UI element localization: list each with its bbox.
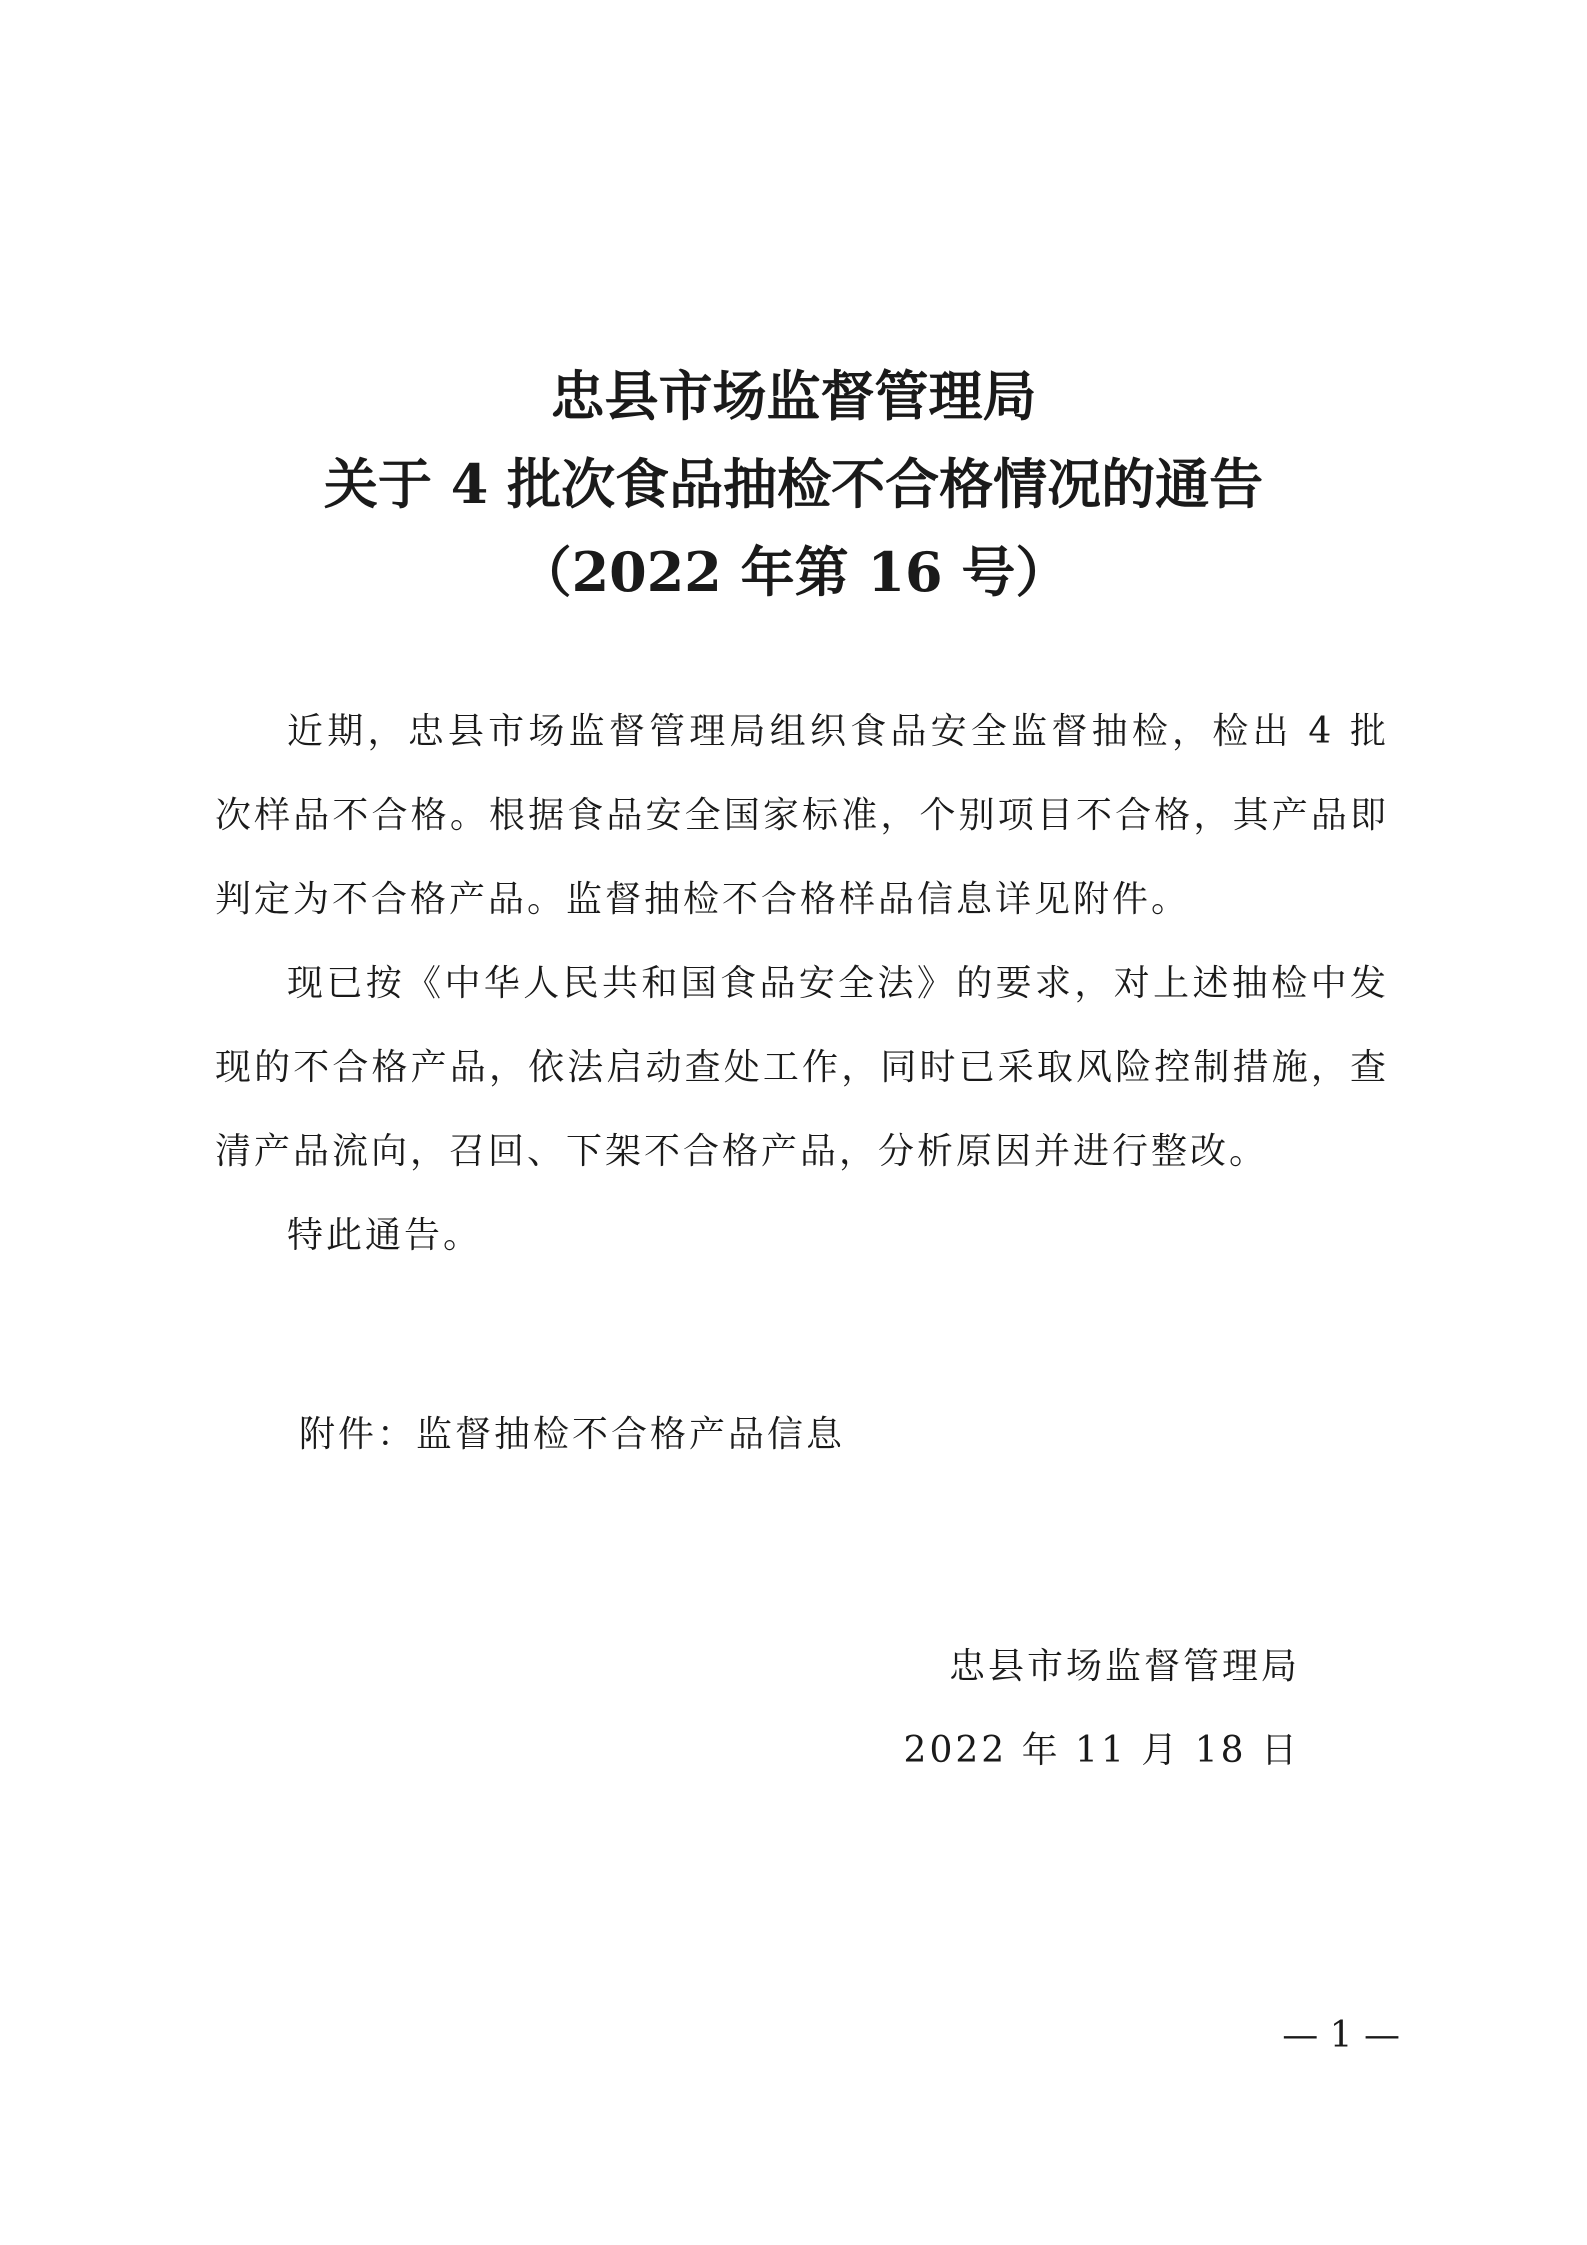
issuer-name: 忠县市场监督管理局 — [948, 1646, 1300, 1687]
title-line-subject: 关于 4 批次食品抽检不合格情况的通告 — [323, 452, 1264, 516]
issue-date: 2022 年 11 月 18 日 — [903, 1730, 1300, 1771]
document-title — [0, 352, 1587, 616]
body-paragraph-1: 近期，忠县市场监督管理局组织食品安全监督抽检，检出 4 批次样品不合格。根据食品安全国家标准，个别项目不合格，其产品即判定为不合格产品。监督抽检不合格样品信息详见附件。 — [215, 711, 1389, 920]
body-paragraph-2: 现已按《中华人民共和国食品安全法》的要求，对上述抽检中发现的不合格产品，依法启动查处工作，同时已采取风险控制措施，查清产品流向，召回、下架不合格产品，分析原因并进行整改。 — [215, 963, 1389, 1172]
attachment-note: 附件：监督抽检不合格产品信息 — [299, 1414, 846, 1455]
document-body — [215, 690, 1389, 1278]
title-line-number: （2022 年第 16 号） — [517, 540, 1070, 604]
body-paragraph-3: 特此通告。 — [287, 1215, 483, 1256]
signature-block — [900, 1625, 1300, 1793]
title-line-agency: 忠县市场监督管理局 — [550, 364, 1037, 428]
page-number: — 1 — — [1282, 2015, 1400, 2056]
